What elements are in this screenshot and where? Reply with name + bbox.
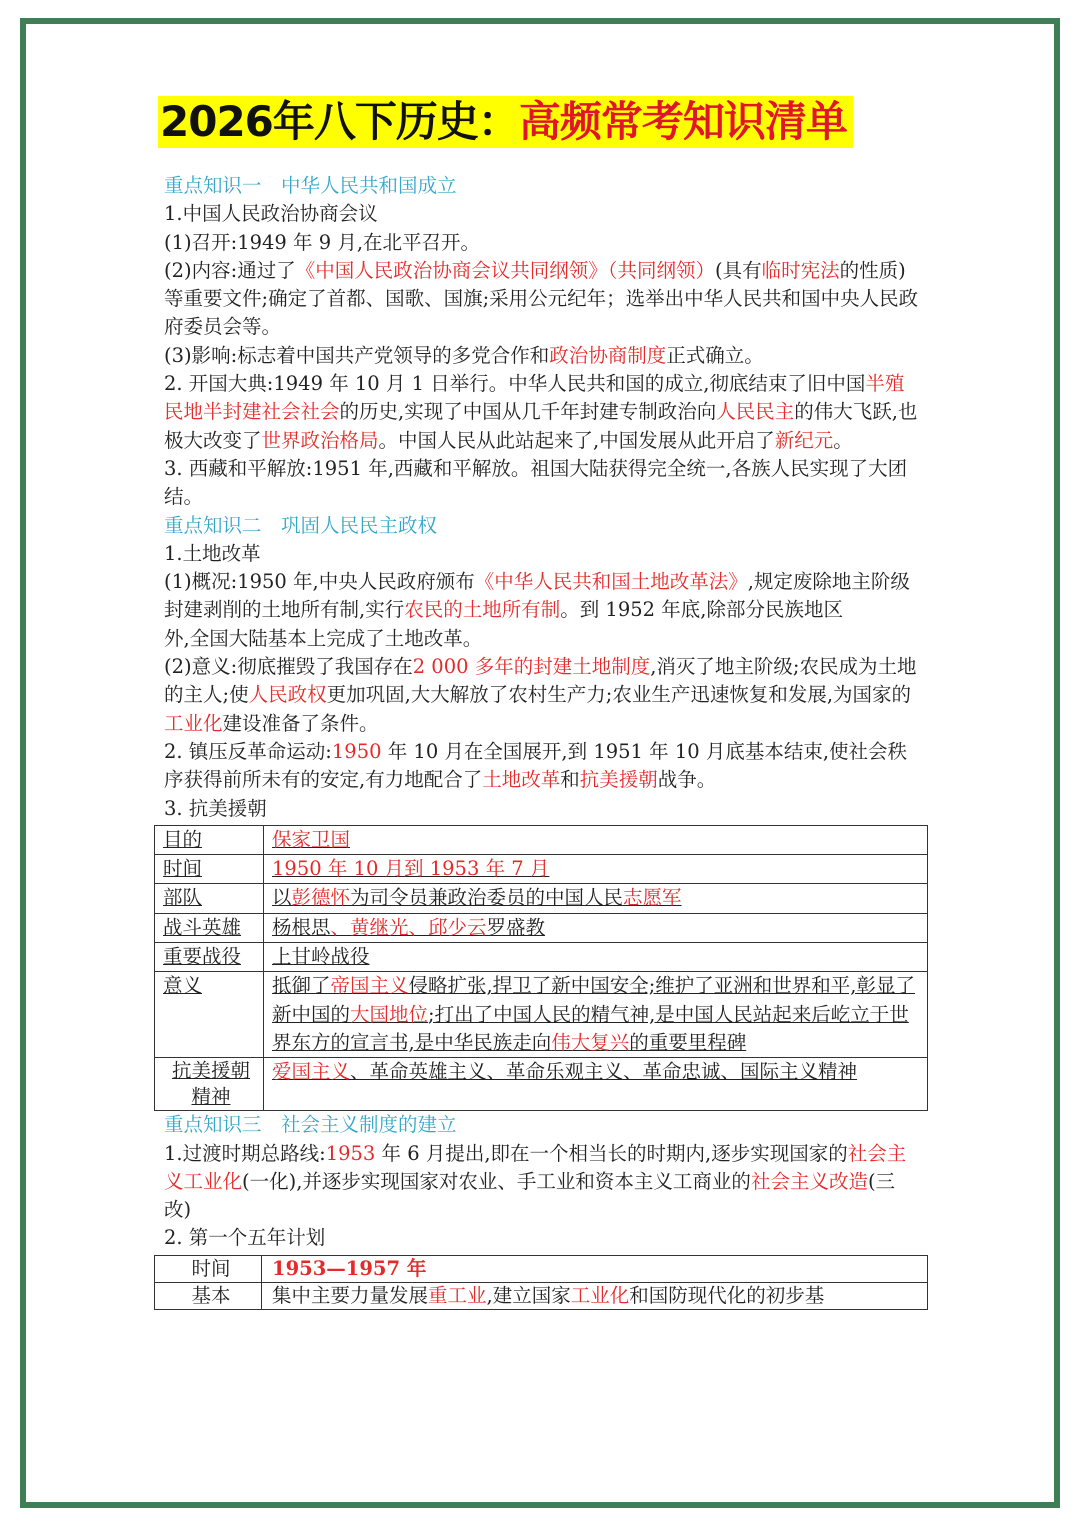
paragraph: (1)概况:1950 年,中央人民政府颁布《中华人民共和国土地改革法》,规定废除地主阶级封建剥削的土地所有制,实行农民的土地所有制。到 1952 年底,除部分民族地区 <box>164 570 910 622</box>
item-title: 2. 第一个五年计划 <box>164 1226 326 1250</box>
table-row <box>155 1058 928 1111</box>
table-row <box>155 825 928 854</box>
table-key: 目的 <box>155 825 264 854</box>
key-term: 《中华人民共和国土地改革法》 <box>474 570 748 594</box>
paragraph: (3)影响:标志着中国共产党领导的多党合作和政治协商制度正式确立。 <box>164 343 764 367</box>
table-value: 集中主要力量发展重工业,建立国家工业化和国防现代化的初步基 <box>262 1282 928 1309</box>
key-term: 世界政治格局 <box>261 428 379 452</box>
key-term: 1950 <box>331 739 382 763</box>
table-value: 1950 年 10 月到 1953 年 7 月 <box>264 855 928 884</box>
table-key: 重要战役 <box>155 943 264 972</box>
key-term: 2 000 多年的封建土地制度 <box>412 655 651 679</box>
table-row <box>155 1255 928 1282</box>
paragraph: (1)召开:1949 年 9 月,在北平召开。 <box>164 230 481 254</box>
section-heading-1: 重点知识一 中华人民共和国成立 <box>164 174 457 197</box>
key-term: 社会主义工业化 <box>164 1141 907 1193</box>
section-heading-2: 重点知识二 巩固人民民主政权 <box>164 513 438 537</box>
key-term: 农民的土地所有制 <box>404 598 561 622</box>
page-title <box>158 96 853 148</box>
table-row <box>155 884 928 913</box>
table-value: 上甘岭战役 <box>264 943 928 972</box>
paragraph: (2)意义:彻底摧毁了我国存在2 000 多年的封建土地制度,消灭了地主阶级;农民成为土地的主人;使人民政权更加巩固,大大解放了农村生产力;农业生产迅速恢复和发展,为国家的工业化建设准备了条件。 <box>164 655 917 735</box>
title-year-part: 2026年八下历史： <box>160 97 519 146</box>
table-value: 1953—1957 年 <box>262 1255 928 1282</box>
table-value: 爱国主义、革命英雄主义、革命乐观主义、革命忠诚、国际主义精神 <box>264 1058 928 1111</box>
paragraph: (2)内容:通过了《中国人民政治协商会议共同纲领》（共同纲领）(具有临时宪法的性质)等重要文件;确定了首都、国歌、国旗;采用公元纪年；选举出中华人民共和国中央人民政府委员会等。 <box>164 258 919 339</box>
key-term: 人民民主 <box>716 400 795 424</box>
table-row <box>155 943 928 972</box>
table-key: 抗美援朝 精神 <box>155 1058 264 1111</box>
paragraph: 1.过渡时期总路线:1953 年 6 月提出,即在一个相当长的时期内,逐步实现国家的社会主义工业化(一化),并逐步实现国家对农业、手工业和资本主义工商业的社会主义改造(三改) <box>164 1141 907 1222</box>
key-term: 抗美援朝 <box>579 768 658 792</box>
table-value: 杨根思、黄继光、邱少云罗盛教 <box>264 913 928 942</box>
table-key: 时间 <box>155 1255 262 1282</box>
table-key: 意义 <box>155 972 264 1058</box>
paragraph: 2. 镇压反革命运动:1950 年 10 月在全国展开,到 1951 年 10 月底基本结束,使社会秩序获得前所未有的安定,有力地配合了土地改革和抗美援朝战争。 <box>164 739 908 792</box>
table-row <box>155 1282 928 1309</box>
key-term: 半殖民地半封建社会社会 <box>164 372 905 424</box>
table-key: 时间 <box>155 855 264 884</box>
item-title: 3. 抗美援朝 <box>164 796 267 820</box>
key-term: 政治协商制度 <box>549 343 667 367</box>
table-row <box>155 972 928 1058</box>
paragraph: 外,全国大陆基本上完成了土地改革。 <box>164 626 483 650</box>
key-term: 临时宪法 <box>761 258 840 282</box>
table-key: 战斗英雄 <box>155 913 264 942</box>
title-highlight-part: 高频常考知识清单 <box>518 97 847 146</box>
key-term: 新纪元 <box>774 428 834 452</box>
key-term: 社会主义改造 <box>750 1169 868 1193</box>
item-title: 1.土地改革 <box>164 541 261 565</box>
key-term: 土地改革 <box>482 768 561 792</box>
key-term: 1953 <box>325 1141 376 1165</box>
table-key: 部队 <box>155 884 264 913</box>
table-value: 抵御了帝国主义侵略扩张,捍卫了新中国安全;维护了亚洲和世界和平,彰显了新中国的大国地位;打出了中国人民的精气神,是中国人民站起来后屹立于世界东方的宣言书,是中华民族走向伟大复兴的重要里程碑 <box>264 972 928 1058</box>
section-heading-3: 重点知识三 社会主义制度的建立 <box>164 1113 457 1137</box>
table-value: 保家卫国 <box>264 825 928 854</box>
key-term: 工业化 <box>164 711 223 735</box>
table-value: 以彭德怀为司令员兼政治委员的中国人民志愿军 <box>264 884 928 913</box>
table-key: 基本 <box>155 1282 262 1309</box>
key-term: 《中国人民政治协商会议共同纲领》（共同纲领） <box>295 258 715 282</box>
five-year-plan-table <box>154 1255 928 1310</box>
item-title: 1.中国人民政治协商会议 <box>164 202 378 226</box>
korean-war-table <box>154 825 928 1111</box>
key-term: 人民政权 <box>248 683 327 707</box>
document-body <box>164 172 920 1310</box>
paragraph: 3. 西藏和平解放:1951 年,西藏和平解放。祖国大陆获得完全统一,各族人民实现了大团结。 <box>164 456 908 509</box>
table-row <box>155 913 928 942</box>
table-row <box>155 855 928 884</box>
paragraph: 2. 开国大典:1949 年 10 月 1 日举行。中华人民共和国的成立,彻底结束了旧中国半殖民地半封建社会社会的历史,实现了中国从几千年封建专制政治向人民民主的伟大飞跃,也极大改变了世界政治格局。中国人民从此站起来了,中国发展从此开启了新纪元。 <box>164 372 918 452</box>
